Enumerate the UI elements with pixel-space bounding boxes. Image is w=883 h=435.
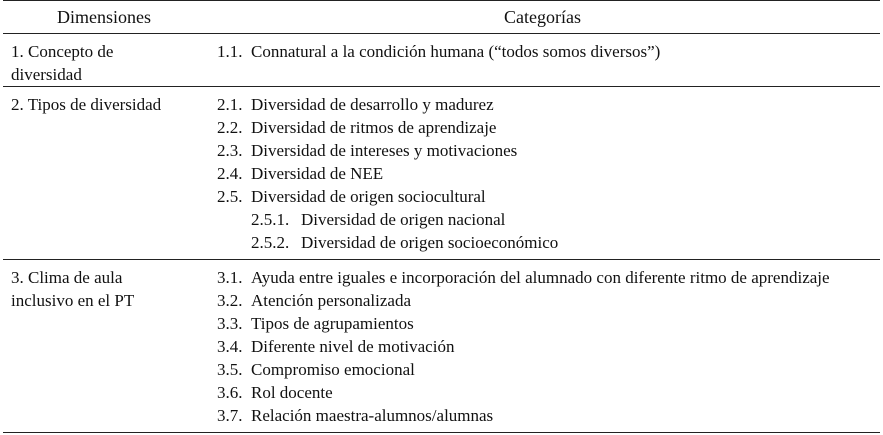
category-item [205,358,880,381]
dimension-line: 1. Concepto de [11,42,114,61]
category-text: Diferente nivel de motivación [251,337,455,356]
category-number: 3.6. [217,383,243,402]
category-item [205,208,880,231]
category-item [205,231,880,254]
table-header [3,1,880,34]
dimension-line: 2. Tipos de diversidad [11,95,162,114]
dimension-cell [3,260,205,432]
category-number: 1.1. [217,42,243,61]
category-number: 2.1. [217,95,243,114]
dimension-line: 3. Clima de aula [11,268,123,287]
categories-cell [205,87,880,259]
header-dimensions: Dimensiones [57,6,151,27]
category-item [205,335,880,358]
category-number: 3.4. [217,337,243,356]
category-number: 3.2. [217,291,243,310]
category-text: Compromiso emocional [251,360,415,379]
category-text: Diversidad de intereses y motivaciones [251,141,518,160]
category-item [205,381,880,404]
dimension-cell [3,34,205,86]
category-text: Connatural a la condición humana (“todos somos diversos”) [251,42,661,61]
category-item [205,185,880,208]
category-item [205,40,880,63]
category-number: 2.5.2. [251,233,290,252]
category-item [205,289,880,312]
category-item [205,139,880,162]
category-number: 2.5.1. [251,210,290,229]
categories-cell [205,260,880,432]
category-text: Relación maestra-alumnos/alumnas [251,406,494,425]
category-number: 2.5. [217,187,243,206]
table-row [3,260,880,432]
categories-table [3,0,880,433]
category-text: Diversidad de ritmos de aprendizaje [251,118,497,137]
category-number: 2.4. [217,164,243,183]
dimension-line: inclusivo en el PT [11,291,135,310]
category-number: 2.3. [217,141,243,160]
category-item [205,266,880,289]
category-number: 3.1. [217,268,243,287]
category-text: Diversidad de NEE [251,164,384,183]
category-number: 3.7. [217,406,243,425]
category-number: 3.5. [217,360,243,379]
category-item [205,312,880,335]
table-row [3,34,880,87]
category-text: Diversidad de origen socioeconómico [301,233,559,252]
category-item [205,116,880,139]
category-text: Diversidad de origen nacional [301,210,506,229]
category-item [205,162,880,185]
table-row [3,87,880,260]
category-item [205,93,880,116]
category-text: Tipos de agrupamientos [251,314,414,333]
dimension-line: diversidad [11,65,82,84]
category-text: Atención personalizada [251,291,412,310]
categories-cell [205,34,880,86]
category-text: Ayuda entre iguales e incorporación del alumnado con diferente ritmo de aprendizaje [251,268,830,287]
dimension-cell [3,87,205,259]
category-item [205,404,880,427]
category-text: Diversidad de desarrollo y madurez [251,95,494,114]
table-body [3,34,880,432]
category-number: 3.3. [217,314,243,333]
header-categories: Categorías [504,6,581,27]
category-text: Rol docente [251,383,333,402]
category-number: 2.2. [217,118,243,137]
category-text: Diversidad de origen sociocultural [251,187,486,206]
